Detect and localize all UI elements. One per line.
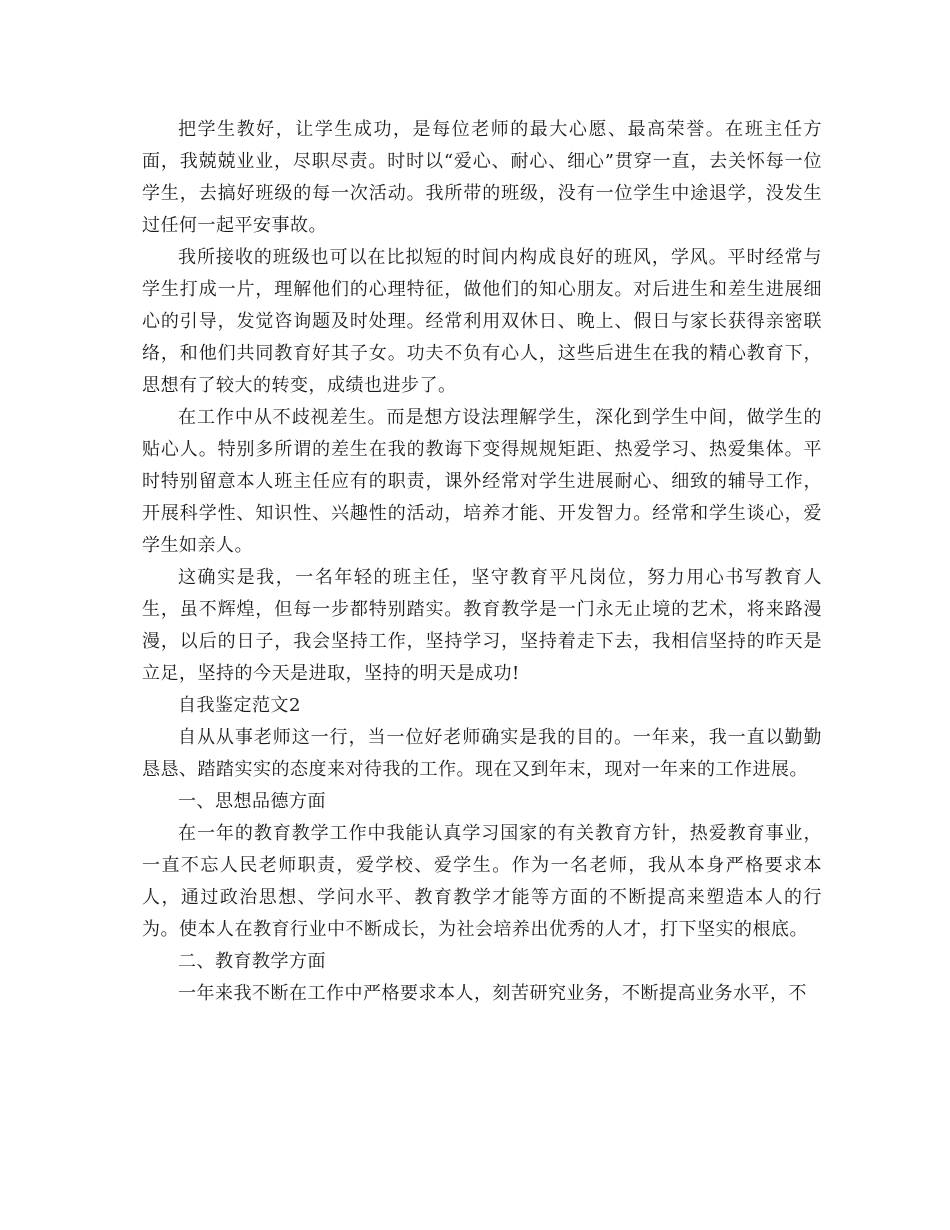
heading-ideology-morality: 一、思想品德方面: [178, 791, 326, 812]
section-title-sample-2: 自我鉴定范文2: [178, 695, 301, 716]
paragraph-head-teacher-duty: 把学生教好，让学生成功，是每位老师的最大心愿、最高荣誉。在班主任方面，我兢兢业业，尽职尽责。时时以“爱心、耐心、细心”贯穿一直，去关怀每一位学生，去搞好班级的每一次活动。我所带的班级，没有一位学生中途退学，没发生过任何一起平安事故。: [142, 119, 822, 236]
paragraph-class-style: 我所接收的班级也可以在比拟短的时间内构成良好的班风，学风。平时经常与学生打成一片，理解他们的心理特征，做他们的知心朋友。对后进生和差生进展细心的引导，发觉咨询题及时处理。经常利用双休日、晚上、假日与家长获得亲密联络，和他们共同教育好其子女。功夫不负有心人，这些后进生在我的精心教育下，思想有了较大的转变，成绩也进步了。: [142, 247, 822, 396]
paragraph-ideology-morality: 在一年的教育教学工作中我能认真学习国家的有关教育方针，热爱教育事业，一直不忘人民老师职责，爱学校、爱学生。作为一名老师，我从本身严格要求本人，通过政治思想、学问水平、教育教学才能等方面的不断提高来塑造本人的行为。使本人在教育行业中不断成长，为社会培养出优秀的人才，打下坚实的根底。: [142, 823, 822, 940]
document-body: [142, 114, 822, 1010]
heading-education-teaching: 二、教育教学方面: [178, 951, 326, 972]
paragraph-education-teaching: 一年来我不断在工作中严格要求本人，刻苦研究业务，不断提高业务水平，不: [178, 983, 807, 1004]
paragraph-treat-students: 在工作中从不歧视差生。而是想方设法理解学生，深化到学生中间，做学生的贴心人。特别多所谓的差生在我的教诲下变得规规矩距、热爱学习、热爱集体。平时特别留意本人班主任应有的职责，课外经常对学生进展耐心、细致的辅导工作，开展科学性、知识性、兴趣性的活动，培养才能、开发智力。经常和学生谈心，爱学生如亲人。: [142, 407, 822, 556]
paragraph-persistence: 这确实是我，一名年轻的班主任，坚守教育平凡岗位，努力用心书写教育人生，虽不辉煌，但每一步都特别踏实。教育教学是一门永无止境的艺术，将来路漫漫，以后的日子，我会坚持工作，坚持学习，坚持着走下去，我相信坚持的昨天是立足，坚持的今天是进取，坚持的明天是成功!: [142, 567, 822, 684]
paragraph-intro-sample-2: 自从从事老师这一行，当一位好老师确实是我的目的。一年来，我一直以勤勤恳恳、踏踏实实的态度来对待我的工作。现在又到年末，现对一年来的工作进展。: [142, 727, 822, 780]
